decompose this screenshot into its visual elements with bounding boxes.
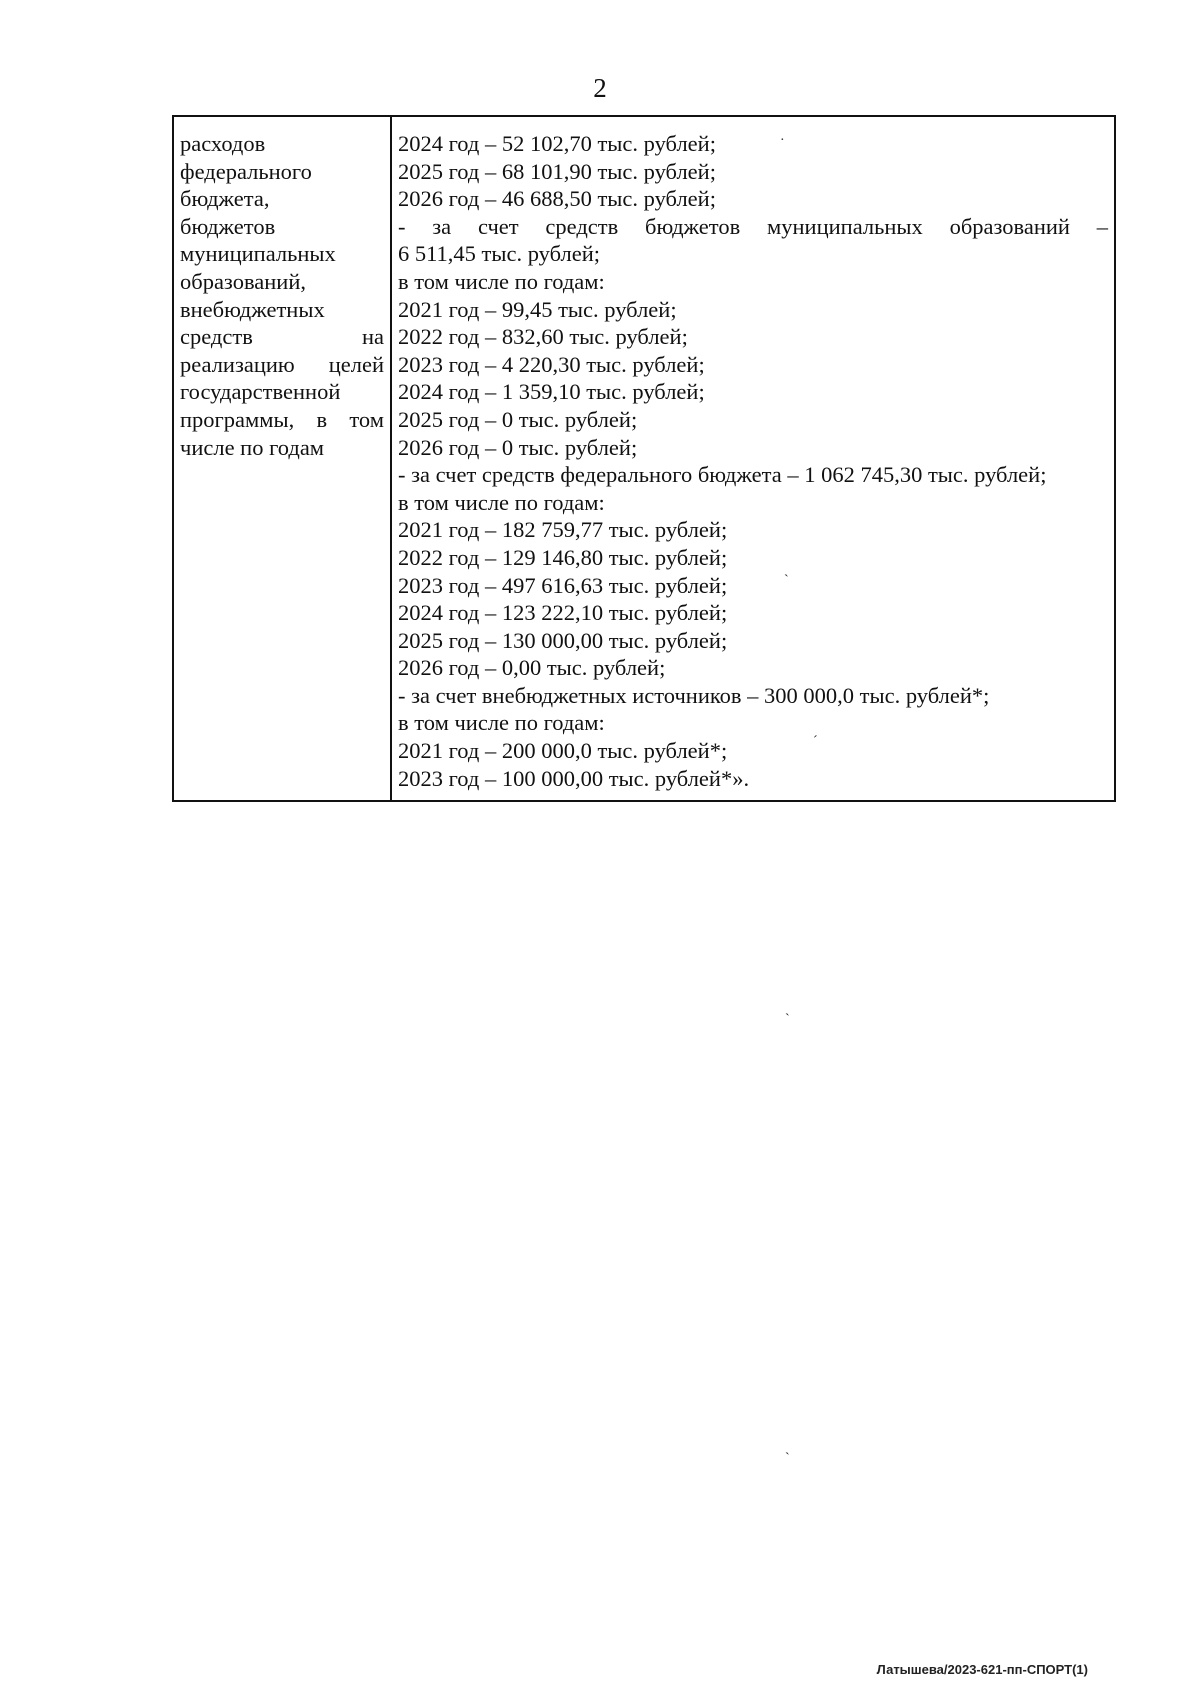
right-line: в том числе по годам: [398, 268, 605, 294]
right-line: 2024 год – 1 359,10 тыс. рублей; [398, 379, 705, 405]
left-line [180, 323, 384, 351]
right-line: 2024 год – 123 222,10 тыс. рублей; [398, 600, 728, 626]
page-number: 2 [593, 73, 607, 103]
right-line: - за счет внебюджетных источников – 300 000,0 тыс. рублей*; [398, 682, 990, 708]
left-line: государственной [180, 379, 341, 405]
left-cell [173, 116, 391, 801]
word: реализацию [180, 351, 295, 377]
right-line: 2025 год – 68 101,90 тыс. рублей; [398, 158, 716, 184]
right-line: 2024 год – 52 102,70 тыс. рублей; [398, 131, 716, 156]
right-line: 2021 год – 99,45 тыс. рублей; [398, 296, 677, 322]
scan-speck: ˋ [785, 1012, 790, 1027]
right-line: - за счет средств федерального бюджета – 1 062 745,30 тыс. рублей; [398, 462, 1047, 488]
right-line: 2021 год – 200 000,0 тыс. рублей*; [398, 738, 728, 764]
left-line: числе по годам [180, 434, 325, 460]
word: - [398, 213, 406, 239]
right-line: 2026 год – 0,00 тыс. рублей; [398, 655, 666, 681]
right-line: 2025 год – 0 тыс. рублей; [398, 406, 638, 432]
word: муниципальных [767, 213, 923, 239]
left-line: бюджета, [180, 186, 270, 212]
left-line [180, 406, 384, 434]
right-line: 6 511,45 тыс. рублей; [398, 241, 601, 267]
right-line: 2023 год – 497 616,63 тыс. рублей; [398, 572, 728, 598]
word: средств [545, 213, 619, 239]
budget-table [172, 115, 1116, 802]
right-line: 2021 год – 182 759,77 тыс. рублей; [398, 517, 728, 543]
word: образований [949, 213, 1070, 239]
word: в [316, 406, 328, 432]
right-line: в том числе по годам: [398, 710, 605, 736]
scan-speck: ˊ [813, 734, 818, 749]
left-line: федерального [180, 158, 312, 184]
word: бюджетов [645, 213, 741, 239]
right-line: 2023 год – 100 000,00 тыс. рублей*». [398, 765, 750, 791]
word: том [349, 406, 384, 432]
right-line: 2022 год – 129 146,80 тыс. рублей; [398, 544, 728, 570]
word: средств [180, 324, 253, 350]
scan-speck: ˋ [785, 1451, 790, 1466]
right-line: 2026 год – 46 688,50 тыс. рублей; [398, 186, 716, 212]
word: программы, [180, 406, 295, 432]
left-line: бюджетов [180, 213, 276, 239]
word: на [361, 324, 384, 350]
left-line: муниципальных [180, 241, 336, 267]
right-line: 2025 год – 130 000,00 тыс. рублей; [398, 627, 728, 653]
right-line [398, 213, 1108, 241]
right-line: 2026 год – 0 тыс. рублей; [398, 434, 638, 460]
word: – [1096, 213, 1108, 239]
word: целей [328, 351, 384, 377]
right-line: в том числе по годам: [398, 489, 605, 515]
word: счет [477, 213, 519, 239]
right-cell [391, 116, 1115, 801]
document-reference: Латышева/2023-621-пп-СПОРТ(1) [876, 1662, 1088, 1677]
table-row [173, 116, 1115, 801]
left-line [180, 351, 384, 379]
left-line: расходов [180, 131, 266, 156]
left-line: внебюджетных [180, 296, 325, 322]
scan-speck: ˋ [784, 573, 789, 588]
left-line: образований, [180, 268, 307, 294]
word: за [432, 213, 452, 239]
scan-speck: · [780, 133, 785, 148]
right-line: 2023 год – 4 220,30 тыс. рублей; [398, 351, 705, 377]
right-line: 2022 год – 832,60 тыс. рублей; [398, 324, 688, 350]
